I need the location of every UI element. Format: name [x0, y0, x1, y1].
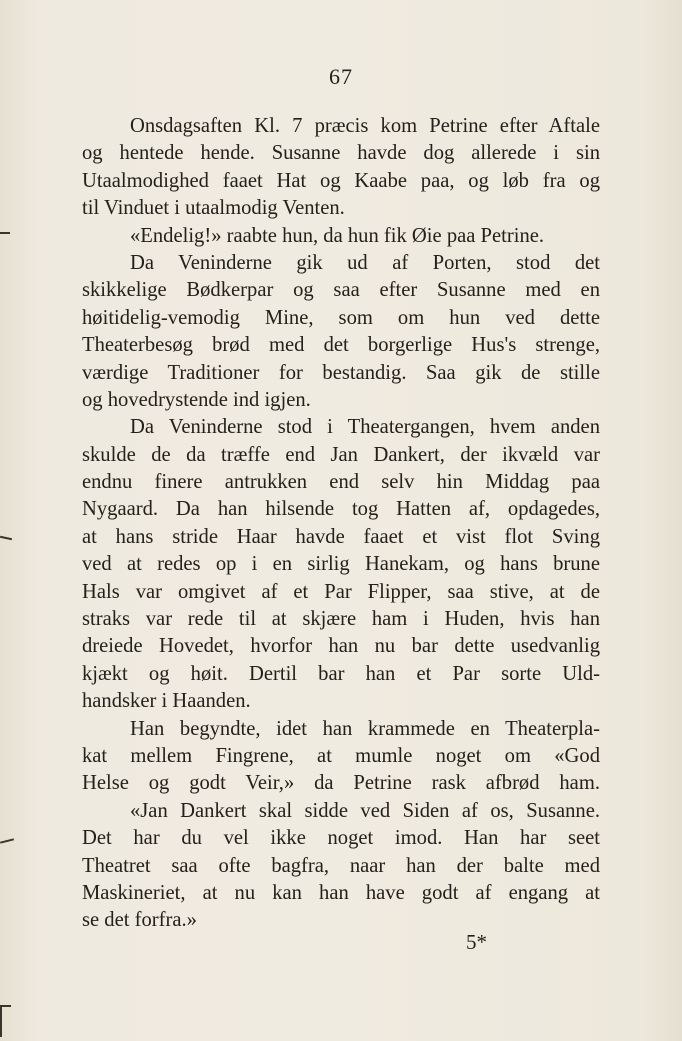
text-line: kjækt og høit. Dertil bar han et Par sorte Uld- [82, 662, 600, 685]
text-line: Utaalmodighed faaet Hat og Kaabe paa, og løb fra og [82, 169, 600, 192]
text-line: værdige Traditioner for bestandig. Saa gik de stille [82, 361, 600, 384]
text-line: til Vinduet i utaalmodig Venten. [82, 197, 345, 220]
text-line: skulde de da træffe end Jan Dankert, der ikvæld var [82, 443, 600, 466]
text-line: Theaterbesøg brød med det borgerlige Hus's strenge, [82, 334, 600, 357]
text-line: og hentede hende. Susanne havde dog allerede i sin [82, 142, 600, 165]
text-line: ved at redes op i en sirlig Hanekam, og hans brune [82, 553, 600, 576]
text-line: Onsdagsaften Kl. 7 præcis kom Petrine efter Aftale [130, 115, 600, 137]
text-line: Theatret saa ofte bagfra, naar han der balte med [82, 854, 600, 877]
text-line: at hans stride Haar havde faaet et vist flot Sving [82, 525, 600, 548]
margin-corner-mark [0, 1005, 11, 1037]
text-line: straks var rede til at skjære ham i Huden, hvis han [82, 608, 600, 631]
text-line: «Jan Dankert skal sidde ved Siden af os, Susanne. [130, 799, 600, 822]
signature-mark: 5* [466, 930, 487, 954]
page-number: 67 [329, 64, 353, 89]
text-line: dreiede Hovedet, hvorfor han nu bar dette usedvanlig [82, 635, 600, 658]
text-line: Hals var omgivet af et Par Flipper, saa stive, at de [82, 580, 600, 603]
text-line: se det forfra.» [82, 909, 197, 932]
text-line: Nygaard. Da han hilsende tog Hatten af, opdagedes, [82, 498, 600, 521]
text-line: høitidelig-vemodig Mine, som om hun ved dette [82, 306, 600, 329]
text-line: handsker i Haanden. [82, 690, 251, 713]
margin-tick-mark [0, 838, 14, 843]
text-line: Helse og godt Veir,» da Petrine rask afbrød ham. [82, 772, 600, 795]
text-line: Han begyndte, idet han krammede en Theaterpla- [130, 717, 600, 740]
body-text [82, 113, 600, 935]
text-line: skikkelige Bødkerpar og saa efter Susanne med en [82, 279, 600, 302]
margin-tick-mark [0, 536, 12, 540]
text-line: og hovedrystende ind igjen. [82, 388, 311, 411]
text-line: Da Veninderne gik ud af Porten, stod det [130, 251, 600, 274]
text-line: Maskineriet, at nu kan han have godt af engang at [82, 881, 600, 904]
text-line: «Endelig!» raabte hun, da hun fik Øie paa Petrine. [130, 224, 545, 247]
text-line: Da Veninderne stod i Theatergangen, hvem anden [130, 416, 600, 439]
text-line: kat mellem Fingrene, at mumle noget om «God [82, 744, 600, 767]
text-line: Det har du vel ikke noget imod. Han har seet [82, 827, 600, 850]
margin-tick-mark [0, 232, 10, 234]
text-line: endnu finere antrukken end selv hin Middag paa [82, 471, 600, 494]
